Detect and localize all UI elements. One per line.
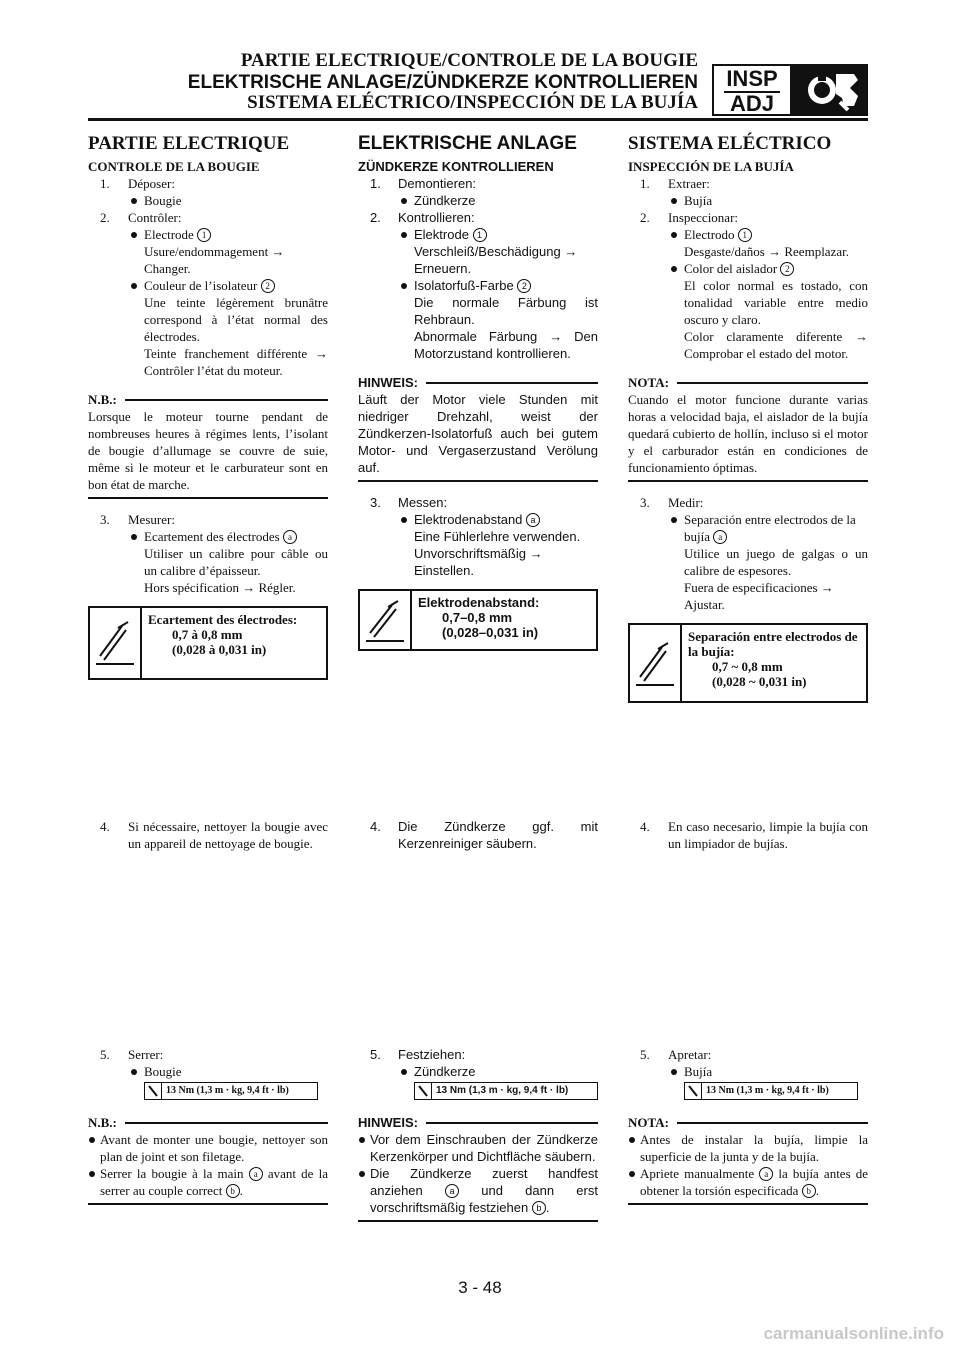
footer-watermark[interactable]: carmanualsonline.info: [763, 1324, 944, 1343]
item-text: Usure/endommagement → Changer.: [144, 244, 285, 276]
badge-insp: INSP: [726, 66, 778, 91]
list-item: Elektrodenabstand a: [358, 511, 598, 528]
marker-a: a: [445, 1184, 459, 1198]
note-header: HINWEIS:: [358, 1115, 418, 1130]
header-rule: [88, 118, 868, 121]
section-title: PARTIE ELECTRIQUE: [88, 133, 290, 154]
spec-value: 0,7–0,8 mm: [442, 610, 513, 625]
torque-wrench-icon: [415, 1083, 432, 1099]
spec-value: 0,7 ~ 0,8 mm: [712, 659, 783, 674]
marker-b: b: [226, 1184, 240, 1198]
item-text: Color claramente diferente → Comprobar el estado del motor.: [684, 329, 868, 361]
marker-b: b: [802, 1184, 816, 1198]
spec-box: [628, 623, 868, 703]
list-item: Ecartement des électrodes a: [88, 528, 328, 545]
note-box: NOTA: Antes de instalar la bujía, limpie la superficie de la junta y de la bujía. Apriete manualmente a la bujía antes de obtener la torsión especificada b .: [628, 1114, 868, 1205]
badge-adj: ADJ: [729, 91, 774, 116]
list-item: Couleur de l’isolateur 2: [88, 277, 328, 294]
step-5-de: 5. Festziehen: Zündkerze 13 Nm (1,3 m · kg, 9,4 ft · lb) HINWEIS: Vor dem Einschrauben der Zündkerze Kerzenkörper und Dichtfläche säubern. Die Zündkerze zuerst handfest anziehen a und dann erst vorschriftsmäßig festziehen b .: [358, 1046, 598, 1222]
feeler-gauge-icon: [90, 608, 142, 678]
marker-2: 2: [517, 279, 531, 293]
item-text: Unvorschriftsmäßig → Einstellen.: [414, 546, 543, 578]
step-2: 2. Inspeccionar:: [640, 210, 739, 225]
marker-1: 1: [738, 228, 752, 242]
header-title-de: ELEKTRISCHE ANLAGE/ZÜNDKERZE KONTROLLIEREN: [187, 72, 698, 93]
list-item: Color del aislador 2: [628, 260, 868, 277]
item-text: Utilice un juego de galgas o un calibre de espesores.: [684, 546, 868, 578]
section-subtitle: ZÜNDKERZE KONTROLLIEREN: [358, 159, 554, 174]
item-text: Teinte franchement différente → Contrôler l’état du moteur.: [144, 346, 328, 378]
note-header: NOTA:: [628, 1115, 669, 1130]
spec-value: (0,028–0,031 in): [442, 625, 539, 640]
note-box: N.B.: Avant de monter une bougie, nettoyer son plan de joint et son filetage. Serrer la bougie à la main a avant de la serrer au couple correct b .: [88, 1114, 328, 1205]
note-box: HINWEIS: Vor dem Einschrauben der Zündkerze Kerzenkörper und Dichtfläche säubern. Die Zündkerze zuerst handfest anziehen a und dann erst vorschriftsmäßig festziehen b .: [358, 1114, 598, 1222]
step-1: 1. Demontieren:: [370, 176, 477, 191]
list-item: Separación entre electrodos de la bujía a: [628, 511, 868, 545]
section-title: SISTEMA ELÉCTRICO: [628, 133, 832, 154]
marker-a: a: [713, 530, 727, 544]
marker-2: 2: [261, 279, 275, 293]
note-header: N.B.:: [88, 1115, 117, 1130]
list-item: Bougie: [88, 1063, 328, 1080]
note-header: N.B.:: [88, 392, 117, 407]
item-text: Verschleiß/Beschädigung → Erneuern.: [414, 244, 578, 276]
step-4-fr: 4. Si nécessaire, nettoyer la bougie avec un appareil de nettoyage de bougie.: [100, 819, 328, 851]
marker-a: a: [283, 530, 297, 544]
spec-box: [88, 606, 328, 680]
torque-spec: 13 Nm (1,3 m · kg, 9,4 ft · lb): [144, 1082, 318, 1100]
spec-label: Elektrodenabstand:: [418, 595, 540, 610]
item-text: Desgaste/daños → Reemplazar.: [684, 244, 849, 259]
spec-box: [358, 589, 598, 651]
step-1: 1. Déposer:: [100, 176, 175, 191]
torque-wrench-icon: [685, 1083, 702, 1099]
feeler-gauge-icon: [360, 591, 412, 649]
insp-adj-badge: [712, 64, 792, 116]
marker-b: b: [532, 1201, 546, 1215]
spec-label: Separación entre electrodos de la bujía:: [688, 629, 858, 659]
torque-spec: 13 Nm (1,3 m · kg, 9,4 ft · lb): [684, 1082, 858, 1100]
list-item: Zündkerze: [358, 192, 598, 209]
marker-1: 1: [473, 228, 487, 242]
step-2: 2. Kontrollieren:: [370, 210, 475, 225]
note-text: Lorsque le moteur tourne pendant de nombreuses heures à régimes lents, l’isolant de bougie d’allumage se couvre de suie, même si le moteur et le carburateur sont en bon état de marche.: [88, 409, 328, 492]
column-german: [358, 128, 598, 651]
note-header: HINWEIS:: [358, 375, 418, 390]
note-text: Cuando el motor funcione durante varias horas a velocidad baja, el aislador de la bujía quedará cubierto de hollín, incluso si el motor y el carburador están en condiciones de funcionamiento óptimas.: [628, 392, 868, 475]
spec-value: 0,7 à 0,8 mm: [172, 627, 243, 642]
item-text: Hors spécification → Régler.: [144, 580, 296, 595]
marker-a: a: [759, 1167, 773, 1181]
list-item: Bougie: [88, 192, 328, 209]
header-title-fr: PARTIE ELECTRIQUE/CONTROLE DE LA BOUGIE: [240, 50, 698, 71]
torque-spec: 13 Nm (1,3 m · kg, 9,4 ft · lb): [414, 1082, 598, 1100]
column-french: [88, 128, 328, 680]
step-3: 3. Mesurer:: [100, 512, 175, 527]
marker-2: 2: [780, 262, 794, 276]
item-text: Utiliser un calibre pour câble ou un calibre d’épaisseur.: [144, 546, 328, 578]
list-item: Electrode 1: [88, 226, 328, 243]
item-text: El color normal es tostado, con tonalidad variable entre medio oscuro y claro.: [684, 278, 868, 327]
section-title: ELEKTRISCHE ANLAGE: [358, 133, 577, 154]
item-text: Fuera de especificaciones → Ajustar.: [684, 580, 834, 612]
feeler-gauge-icon: [630, 625, 682, 701]
list-item: Bujía: [628, 192, 868, 209]
list-item: Bujía: [628, 1063, 868, 1080]
item-text: Abnormale Färbung → Den Motorzustand kontrollieren.: [414, 329, 598, 361]
spec-value: (0,028 à 0,031 in): [172, 642, 267, 657]
step-4-de: 4. Die Zündkerze ggf. mit Kerzenreiniger säubern.: [370, 819, 598, 851]
note-box: [358, 374, 598, 482]
note-text: Läuft der Motor viele Stunden mit niedriger Drehzahl, weist der Zündkerzen-Isolatorfuß auch bei gutem Motor- und Vergaserzustand Verölung auf.: [358, 392, 598, 475]
marker-a: a: [526, 513, 540, 527]
list-item: Electrodo 1: [628, 226, 868, 243]
step-3: 3. Medir:: [640, 495, 704, 510]
step-3: 3. Messen:: [370, 495, 448, 510]
header-title-es: SISTEMA ELÉCTRICO/INSPECCIÓN DE LA BUJÍA: [247, 92, 698, 113]
torque-wrench-icon: [145, 1083, 162, 1099]
item-text: Eine Fühlerlehre verwenden.: [414, 529, 581, 544]
item-text: Die normale Färbung ist Rehbraun.: [414, 295, 598, 327]
marker-1: 1: [197, 228, 211, 242]
spec-value: (0,028 ~ 0,031 in): [712, 674, 807, 689]
step-4-es: 4. En caso necesario, limpie la bujía con un limpiador de bujías.: [640, 819, 868, 851]
step-5-es: 5. Apretar: Bujía 13 Nm (1,3 m · kg, 9,4 ft · lb) NOTA: Antes de instalar la bujía, limpie la superficie de la junta y de la bujía. Apriete manualmente a la bujía antes de obtener la torsión especificada b .: [628, 1046, 868, 1205]
step-5-fr: 5. Serrer: Bougie 13 Nm (1,3 m · kg, 9,4 ft · lb) N.B.: Avant de monter une bougie, nettoyer son plan de joint et son filetage. Serrer la bougie à la main a avant de la serrer au couple correct b .: [88, 1046, 328, 1205]
column-spanish: [628, 128, 868, 703]
list-item: Zündkerze: [358, 1063, 598, 1080]
list-item: Isolatorfuß-Farbe 2: [358, 277, 598, 294]
step-2: 2. Contrôler:: [100, 210, 182, 225]
note-box: [88, 391, 328, 499]
section-subtitle: INSPECCIÓN DE LA BUJÍA: [628, 159, 794, 174]
spec-label: Ecartement des électrodes:: [148, 612, 298, 627]
item-text: Une teinte légèrement brunâtre correspond à l’état normal des électrodes.: [144, 295, 328, 344]
note-box: [628, 374, 868, 482]
page-number: 3 - 48: [458, 1278, 502, 1297]
section-subtitle: CONTROLE DE LA BOUGIE: [88, 159, 260, 174]
wrench-icon: [792, 64, 868, 116]
marker-a: a: [249, 1167, 263, 1181]
list-item: Elektrode 1: [358, 226, 598, 243]
step-1: 1. Extraer:: [640, 176, 710, 191]
note-header: NOTA:: [628, 375, 669, 390]
